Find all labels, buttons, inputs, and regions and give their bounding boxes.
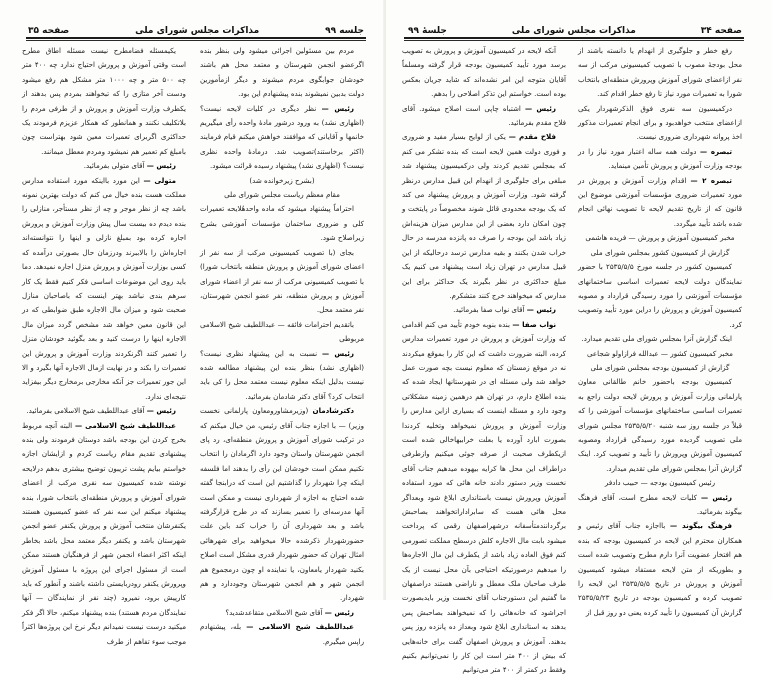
paragraph-text: رفع خطر و جلوگیری از انهدام یا دانسته باشند از محل بودجهٔ مصوب با تصویب کمیسیونی مرکب از سه نفر ازاعضای شورای آموزش وپرورش منطقه‌ای بانتخاب شورا به تعمیرات مورد نیاز تا رفع خطر اقدام کند.	[578, 46, 742, 99]
paragraph-text: این مورد بااینکه مورد استفاده مدارس مملکت هست بنده خیال می کنم که دولت بهترین نمونه باشد چه از نظر موجر و چه از نظر مستأجر، منازلی را بنده دیدم ده بیست سال پیش وزارت آموزش و پرورش اجاره کرده بود بمبلغ نازلی و اینها را نتوانسته‌اند اجاره‌اش را بالاببرند ودرزمان حال بصورتی درآمده که کسی بوزارت آموزش و پرورش منزل اجاره نمیدهد. دما باید روی این موضوعات اساسی فکر کنیم فقط یک کار سرهم بندی نباشد بهتر اینست که باصاحبان منازل صحبت شود و میزان مال الاجاره طبق ضوابطی که در این قانون معین خواهد شد مشخص گردد میزان مال الاجاره اینها را درست کنید و بعد بگوئید خودشان منزل را تعمیر کنند اگرنکردند وزارت آموزش و پرورش این تعمیرات را بکند و در نهایت ازمال الاجاره آنها بگیرد و الا این جور تعمیرات جز آنکه مخارجی برمخارج دیگر بیفزاید نتیجه‌ای ندارد.	[22, 175, 186, 401]
text-column-left	[22, 44, 186, 649]
paragraph-text: یکی از لوایح بسیار مفید و ضروری و فوری دولت همین لایحه است که بنده تشکر می کنم که بمجلس تقدیم کردند ولی درکمیسیون پیشنهاد شد مبلغی برای جلوگیری از انهدام این قبیل مدارس درنظر گرفته شود. وزارت آموزش و پرورش پیشنهاد می کند که یک بودجه محدودی قائل شوند مخصوصاً در پایتخت و چون امکان دارد بعضی از این مدارس میزان هزینه‌اش زیاد باشد این بودجه را صرف ده پانزده مدرسه در حال خراب شدن بکنند و بقیه مدارس ترسد درحالیکه از این قبیل مدارس در تهران زیاد است پیشنهاد می کنیم یک مبلغ حداکثری در نظر بگیرند یک حداکثر برای این مدارس که میخواهند خرج کنند متشکرم.	[402, 132, 566, 300]
paragraph-text: مردم بین مسئولین اجرائی میشود ولی بنظر بنده اگرعضو انجمن شهرستان و معتمد محل هم باشند خودشان جوابگوی مردم میشوند و دیگر ازمأمورین دولت بدبین نمیشوند بنده پیشنهادم این بود.	[200, 46, 364, 99]
text-column-right	[200, 44, 364, 649]
paragraph	[200, 44, 364, 102]
paragraph-text: درکمیسیون سه نفری فوق الذکرشهردار یکی ازاعضای منتخب خواهدبود و برای انجام تعمیرات مذکور اخذ پروانه شهرداری ضروری نیست.	[578, 103, 742, 142]
paragraph	[578, 145, 742, 174]
text-column-right	[578, 44, 742, 620]
paragraph-text: نسبت به این پیشنهاد نظری نیست؟(اظهاری نشد) بنظر بنده این پیشنهاد مطالعه شده نیست بدلیل اینکه معلوم نیست معتمد محل را کی باید انتخاب کرد؟ آقای دکتر شادمان بفرمائید.	[200, 348, 364, 401]
paragraph	[22, 404, 186, 418]
paragraph-text: گزارش از کمیسیون بودجه بمجلس شورای ملی	[590, 362, 730, 372]
paragraph-text: بله، پیشنهادم راپس میگیرم.	[200, 622, 364, 646]
speaker-name: دکترشادمان	[312, 406, 354, 416]
paragraph-text: اینک گزارش آنرا بمجلس شورای ملی تقدیم میدارد.	[581, 334, 732, 344]
paragraph	[200, 318, 364, 347]
session-label: جلسه ۹۹	[325, 26, 364, 36]
paragraph	[578, 231, 742, 245]
paragraph-text: کمیسیون کشور در جلسه مورخ ۲۵۳۵/۵/۵ با حضور نمایندگان دولت لایحه تعمیرات اساسی ساختمانهای مؤسسات آموزشی را مورد رسیدگی قرارداد و مصوبه کمیسیون آموزش و پرورش را دراین مورد تأیید وتصویب کرد.	[578, 262, 742, 329]
paragraph-text: اشتباه چاپی است اصلاح میشود. آقای فلاح مقدم بفرمائید.	[402, 103, 566, 128]
speaker-name: رئیس —	[524, 103, 556, 113]
speaker-name: تبصره ۲ —	[690, 175, 732, 185]
paragraph-text: آقای شیخ الاسلامی متقاعدشدید؟	[225, 607, 323, 617]
paragraph	[22, 44, 186, 159]
speaker-name: تبصره —	[699, 146, 732, 156]
paragraph	[200, 404, 364, 606]
paragraph	[578, 519, 742, 620]
page-number: صفحه ۳۵	[28, 26, 70, 36]
speaker-name: رئیس —	[321, 103, 354, 113]
paragraph-text: آقای نواب صفا بفرمائید.	[453, 305, 525, 315]
paragraph-text: آقای متولی بفرمائید.	[83, 161, 145, 171]
publication-title: مذاکرات مجلس شورای ملی	[135, 26, 260, 36]
page-34	[386, 0, 772, 675]
paragraph-text: (بشرح زیرخوانده شد)	[249, 175, 315, 185]
paragraph	[578, 476, 742, 490]
paragraph	[578, 361, 742, 375]
paragraph	[402, 303, 566, 317]
paragraph	[578, 260, 742, 332]
session-label: جلسهٔ ۹۹	[408, 26, 447, 36]
paragraph-text: کمیسیون بودجه باحضور خانم طالقانی معاون پارلمانی وزارت آموزش و پرورش لایحه دولت راجع به تعمیرات اساسی ساختمانهای مؤسسات آموزشی را که قبلاً در جلسه روز سه شنبه ۲۵۳۵/۵/۲۰ مجلس شورای ملی تصویب گردیده مورد رسیدگی قرارداد ومصوبه کمیسیون آموزش وپرورش را تأیید و تصویب کرد. اینک گزارش آنرا بمجلس شورای ملی تقدیم میدارد.	[578, 377, 743, 473]
page-35	[0, 0, 386, 646]
paragraph	[578, 347, 742, 361]
paragraph-text: اقدام وزارت آموزش و پرورش در مورد تعمیرات ضروری مؤسسات آموزشی موضوع این قانون که از تاریخ تقدیم لایحه تا تصویب نهائی انجام شده باشد تأیید میگردد.	[578, 175, 742, 228]
speaker-name: رئیس —	[701, 492, 733, 502]
speaker-name: نواب صفا —	[512, 319, 556, 329]
paragraph	[200, 606, 364, 620]
paragraph-text: یکیمسئله فضامطرح نیست مسئله اطاق مطرح است وقتی آموزش و پرورش احتیاج ندارد چه ۴۰۰ متر چه ۵۰۰ متر و چه ۱۰۰۰ متر مشکل هم رفع میشود ودست آخر متازی را که تبخواهند بمردم پس بدهند از یکطرف وزارت آموزش و پرورش و از طرفی مردم را بلاتکلیف نکنند و همانطور که همکار عزیزم فرمودند یک حداکثری اگربرای تعمیرات معین شود بهتراست چون بامبلغ کم تعمیر هم نمیشود ومردم معطل میمانند.	[22, 46, 186, 156]
paragraph	[22, 419, 186, 650]
paragraph-text: احتراماً پیشنهاد میشود که ماده واحدهٔلایحه تعمیرات کلی و ضروری ساختمان مؤسسات آموزشی بشرح زیراصلاح شود.	[200, 204, 364, 243]
paragraph	[578, 246, 742, 260]
speaker-name: فلاح مقدم —	[508, 132, 556, 142]
speaker-name: رئیس —	[146, 161, 176, 171]
paragraph	[578, 44, 742, 102]
paragraph-text: بنده بنوبه خودم تأیید می کنم اقدامی که وزارت آموزش و پرورش در مورد تعمیرات مدارس کرده، البته ضرورت داشت که این کار را بموقع میکردند نه در موقع زمستان که معلوم نیست بچه صورت عمل خواهد شد ولی مسئله ای در شهرستانها ایجاد شده که بنده اطلاع دارم، در تهران هم درهمین زمینه مشکلاتی وجود دارد و مسئله اینست که بسیاری ازاین مدارس را وزارت آموزش و پرورش نمیخواهد وتخلیه کردندا بصورت ابارد آورده یا بعلت خرابیهاخالی شده است ازیکطرف صحبت از صرفه جوئی میکنیم وازطرفی دراطراف این محل ها کرایه بیهوده میدهیم جناب آقای نخست وزیر دستور دادند خانه هائی که مورد استفاده آموزش وپرورش نیست باستانداری ابلاغ شود وبعداگر محل هائی هست که سابراداراتخواهند بصاحبش برگردانندمتأسفانه درشهراصفهان رقمی که پرداخت میشود بابت مال الاجاره کلش درسطح مملکت تصورمی کنم فوق العاده زیاد باشد از یکطرف این مال الاجاره‌ها را میدهیم درصورتیکه احتیاجی بآن محل نیست از یک طرف صاحبان ملک معطل و ناراضی هستند دراصفهان ما گفتیم این دستورجناب آقای نخست وزیر بایدبصورت اجراشود که خانه‌هائی را که نمیخواهند بصاحبش پس بدهند به استانداری ابلاغ شود وبعداز ده پانزده روز پس بدهند. آموزش و پرورش اصفهان گفت برای خانه‌هایی که بیش از ۴۰۰ متر است این کار را نمی‌توانیم بکنیم وفقط در کمتر از ۴۰۰ متر می‌توانیم	[402, 319, 566, 675]
paragraph-text: کلیات لایحه مطرح است، آقای فرهنگ بیگوند بفرمائید.	[578, 492, 742, 516]
paragraph-text: آنکه لایحه در کمیسیون آموزش و پرورش به تصویب برسد مورد تأیید کمیسیون بودجه قرار گرفته ومسلماً آقایان متوجه این امر نشده‌اند که شاید جریان بعکس بوده است. خواستم این تذکر اصلاحی را بدهم.	[402, 46, 566, 99]
header-rule	[404, 37, 744, 39]
paragraph	[578, 332, 742, 346]
paragraph-text: (وزیرمشاورومعاون پارلمانی نخست وزیر) — با اجازه جناب آقای رئیس، من خیال میکنم که در ترکیب شورای آموزش و پرورش منطقه‌ای، رد پای انجمن شهرستان واستان وجود دارد اگرمادان را انتخاب نکنیم ممکن است خودشان این رأی را بدهند اما فلسفه اینکه چرا شهردار را گذاشتیم این است که درابنجا گفته شده احتیاج به اجازه از شهرداری نیست و ممکن است آنها مدرسه‌ای را تعمیر بسازند که در طرح قرارگرفته باشد و بعد شهرداری آن را خراب کند باین علت حضورشهردار ذکرشده حالا میخواهید برای شهرهائی امثال تهران که حضور شهردار قدری مشکل است اصلاح بکنید شهردار یامعاون، یا نماینده او چون درمجموع هم انجمن شهر و هم انجمن شهرستان وجوددارد و هم شهردار.	[200, 406, 364, 603]
publication-title: مذاکرات مجلس شورای ملی	[511, 26, 636, 36]
paragraph-text: مخبر کمیسیون آموزش و پرورش — فریده هاشمی	[585, 233, 735, 243]
paragraph	[22, 159, 186, 173]
speaker-name: رئیس —	[322, 348, 354, 358]
paragraph	[402, 130, 566, 303]
running-header	[28, 20, 364, 36]
paragraph	[578, 375, 742, 476]
paragraph	[200, 102, 364, 174]
speaker-name: متولی —	[143, 175, 176, 185]
paragraph-text: مخبر کمیسیون کشور — عبدالله فرازاولو شجاعی	[587, 348, 733, 358]
speaker-name: عبداللطیف شیخ الاسلامی —	[75, 420, 177, 430]
paragraph-text: گزارش از کمیسیون کشور بمجلس شورای ملی	[590, 247, 730, 257]
paragraph-text: آقای عبداللطیف شیخ الاسلامی بفرمائید.	[26, 406, 145, 416]
header-rule	[26, 37, 366, 39]
paragraph-text: باتقدیم احترامات فائقه — عبداللطیف شیخ الاسلامی مربوطی	[200, 319, 364, 344]
paragraph	[200, 347, 364, 405]
running-header	[408, 20, 742, 36]
paragraph-text: البته آنچه مربوط بخرج کردن این بودجه باشد دوستان فرمودند ولی بنده پیشنهادی تقدیم مقام ریاست کردم و ازایشان اجازه خواستم بیایم پشت تریبون توضیح بیشتری بدهم درلایحه نوشته شده کمیسیون سه نفری مرکب از اعضای شورای آموزش و پرورش منطقه‌ای بانتخاب شورا، بنده پیشنهاد میکنم این سه نفر که عضو کمیسیون هستند یکنفرشان منتخب آموزش و پرورش یکنفر عضو انجمن شهرستان باشد و یکنفر دیگر معتمد محل باشد بخاطر اینکه اکثر اعضاء انجمن شهر از فرهنگیان هستند ممکن است از مسئول اجرای این پروژه با مسئول آموزش وپرورش یکنفر رودربایستی داشته باشند و آنطور که باید کارپیش برود، نمیرود (چند نفر از نمایندگان — آنها نمایندگان مردم هستند) بنده پیشنهاد میکنم، حالا اگر فکر میکنید درست نیست نمیدانم دیگر نرخ این پروژه‌ها اکثراً موجب سوء تفاهم از طرف	[22, 420, 186, 646]
paragraph	[200, 188, 364, 202]
speaker-name: فرهنگ بیگوند —	[669, 521, 732, 531]
paragraph-text: بجای (با تصویب کمیسیونی مرکب از سه نفر از اعضای شورای آموزش و پرورش منطقه بانتخاب شورا) با تصویب کمیسیونی مرکب از سه نفر از اعضاء شورای آموزش و پرورش منطقه، نفر عضو انجمن شهرستان، نفر معتمد محل.	[200, 247, 364, 315]
paragraph-text: مقام معظم ریاست مجلس شورای ملی	[224, 190, 340, 200]
paragraph-text: نظر دیگری در کلیات لایحه نیست؟(اظهاری نشد) به ورود درشور مادهٔ واحده رأی میگیریم خانمها و آقایانی که موافقند خواهش میکنم قیام فرمایند (اکثر برخاستند)تصویب شد. درمادهٔ واحده نظری نیست؟ (اظهاری نشد) پیشنهاد رسیده قرائت میشود.	[200, 103, 364, 171]
speaker-name: رئیس —	[146, 406, 176, 416]
paragraph	[578, 102, 742, 145]
paragraph	[578, 174, 742, 232]
text-column-left	[402, 44, 566, 678]
paragraph-text: بااجازه جناب آقای رئیس و همکاران محترم این لایحه در کمیسیون بودجه که بنده هم افتخار عضویت آنرا دارم مطرح وتصویب شده است و بطوریکه از متن لایحه مستفاد میشود کمیسیون آموزش و پرورش در تاریخ ۲۵۳۵/۵/۵ این لایحه را تصویب کرده و کمیسیون بودجه در تاریخ ۲۵۳۵/۵/۲۳ گزارش آن کمیسیون را تأیید کرده یعنی دو روز قبل از	[578, 521, 742, 617]
page-number: صفحه ۳۴	[700, 26, 742, 36]
paragraph	[200, 246, 364, 318]
paragraph-text: دولت همه ساله اعتبار مورد نیاز را در بودجه وزارت آموزش و پرورش تأمین مینماید.	[578, 146, 742, 171]
paragraph	[402, 102, 566, 131]
paragraph-text: رئیس کمیسیون بودجه — حبیب دادفر	[604, 478, 716, 488]
paragraph	[200, 174, 364, 188]
paragraph	[578, 491, 742, 520]
speaker-name: عبداللطیف شیخ الاسلامی —	[246, 622, 354, 632]
speaker-name: رئیس —	[526, 305, 556, 315]
speaker-name: رئیس —	[324, 607, 354, 617]
paragraph	[200, 202, 364, 245]
paragraph	[402, 318, 566, 678]
paragraph	[22, 174, 186, 405]
paragraph	[402, 44, 566, 102]
paragraph	[200, 620, 364, 649]
